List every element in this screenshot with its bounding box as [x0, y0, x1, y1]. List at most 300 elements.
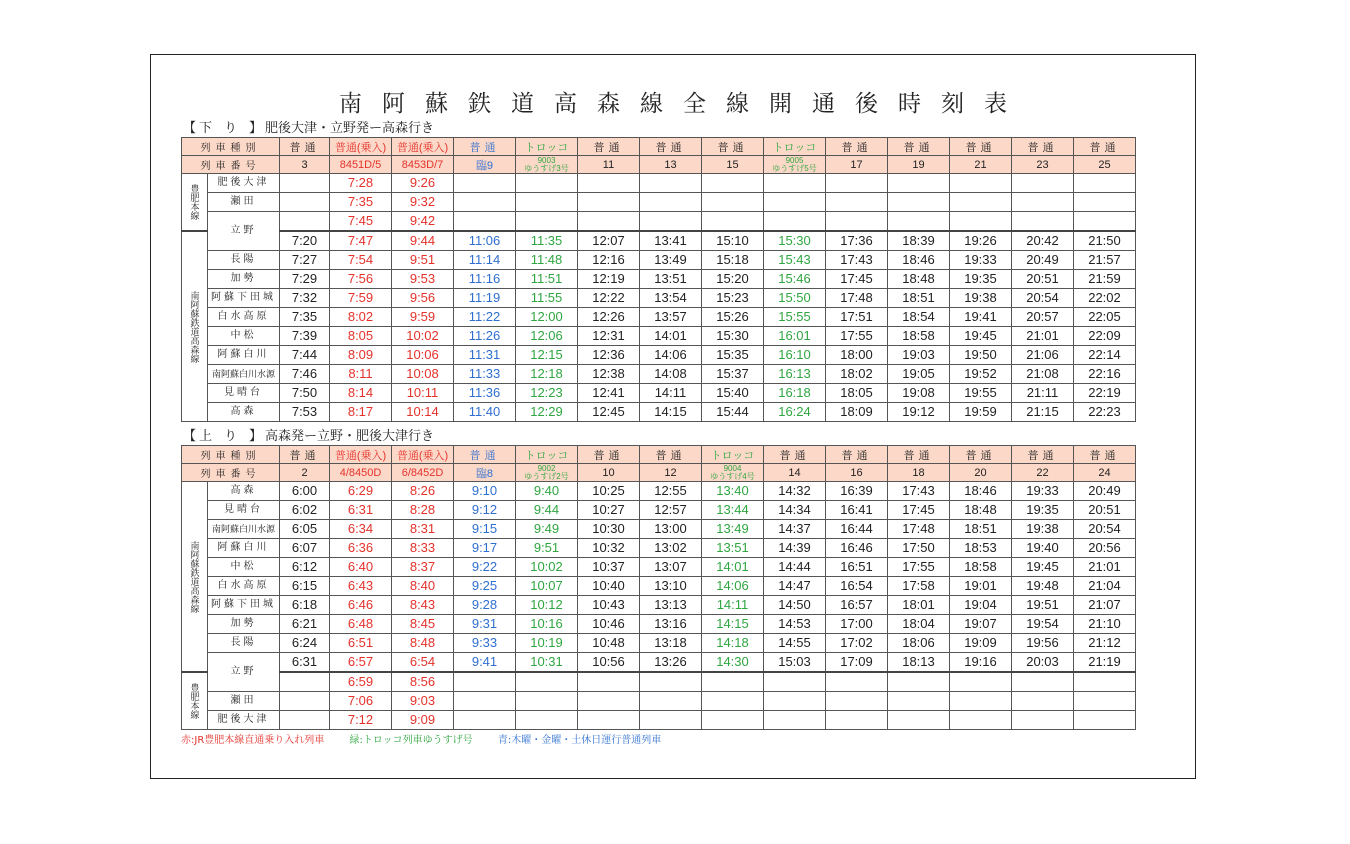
departure-time: 11:19	[454, 289, 516, 308]
train-kind: 普通	[1074, 138, 1136, 156]
departure-time: 8:14	[330, 384, 392, 403]
legend	[181, 731, 683, 746]
departure-time: 17:55	[888, 558, 950, 577]
train-number-line: ゆうすげ4号	[710, 471, 755, 481]
departure-time	[764, 672, 826, 692]
departure-time: 9:51	[516, 539, 578, 558]
departure-time: 12:26	[578, 308, 640, 327]
train-kind: 普通	[454, 138, 516, 156]
departure-time	[454, 711, 516, 730]
train-kind: 普通(乗入)	[392, 446, 454, 464]
departure-time: 19:38	[950, 289, 1012, 308]
departure-time: 20:42	[1012, 231, 1074, 251]
down-heading-close: 】	[249, 121, 266, 136]
table-row	[182, 634, 1136, 653]
departure-time: 13:40	[702, 482, 764, 501]
station-name: 中松	[208, 558, 280, 577]
station-name: 阿蘇白川	[208, 539, 280, 558]
departure-time	[826, 711, 888, 730]
departure-time: 13:18	[640, 634, 702, 653]
departure-time: 17:43	[888, 482, 950, 501]
departure-time: 9:51	[392, 251, 454, 270]
table-row	[182, 672, 1136, 692]
departure-time	[1012, 672, 1074, 692]
departure-time	[280, 193, 330, 212]
departure-time: 14:06	[640, 346, 702, 365]
table-row	[182, 520, 1136, 539]
departure-time	[640, 672, 702, 692]
train-kind: 普通	[764, 446, 826, 464]
departure-time: 22:16	[1074, 365, 1136, 384]
departure-time: 11:36	[454, 384, 516, 403]
departure-time: 16:44	[826, 520, 888, 539]
departure-time	[640, 193, 702, 212]
departure-time: 14:01	[702, 558, 764, 577]
departure-time: 10:27	[578, 501, 640, 520]
departure-time: 8:56	[392, 672, 454, 692]
departure-time: 17:45	[826, 270, 888, 289]
departure-time: 20:49	[1012, 251, 1074, 270]
departure-time	[516, 692, 578, 711]
departure-time: 6:51	[330, 634, 392, 653]
departure-time: 11:14	[454, 251, 516, 270]
train-kind: 普通	[1012, 138, 1074, 156]
departure-time: 15:46	[764, 270, 826, 289]
departure-time	[280, 711, 330, 730]
departure-time: 19:41	[950, 308, 1012, 327]
departure-time: 19:48	[1012, 577, 1074, 596]
departure-time: 6:18	[280, 596, 330, 615]
departure-time: 12:16	[578, 251, 640, 270]
departure-time: 11:40	[454, 403, 516, 422]
departure-time: 14:44	[764, 558, 826, 577]
page-title: 南阿蘇鉄道高森線全線開通後時刻表	[339, 91, 1027, 117]
station-name: 加勢	[208, 270, 280, 289]
departure-time: 21:12	[1074, 634, 1136, 653]
departure-time: 11:51	[516, 270, 578, 289]
train-number: 23	[1012, 156, 1074, 174]
timetable-frame	[150, 54, 1196, 779]
departure-time: 6:57	[330, 653, 392, 673]
departure-time: 8:02	[330, 308, 392, 327]
departure-time: 12:15	[516, 346, 578, 365]
departure-time: 9:33	[454, 634, 516, 653]
departure-time: 19:35	[1012, 501, 1074, 520]
train-number: 8453D/7	[392, 156, 454, 174]
departure-time: 14:39	[764, 539, 826, 558]
departure-time: 16:10	[764, 346, 826, 365]
departure-time	[640, 212, 702, 232]
table-row	[182, 482, 1136, 501]
train-number: 10	[578, 464, 640, 482]
train-number: 18	[888, 464, 950, 482]
departure-time: 13:51	[640, 270, 702, 289]
departure-time: 16:39	[826, 482, 888, 501]
departure-time: 19:05	[888, 365, 950, 384]
train-number: 17	[826, 156, 888, 174]
departure-time: 11:55	[516, 289, 578, 308]
train-kind: 普通	[1012, 446, 1074, 464]
departure-time: 10:12	[516, 596, 578, 615]
train-number-line: 9004	[723, 463, 742, 473]
train-number: 15	[702, 156, 764, 174]
departure-time	[888, 212, 950, 232]
departure-time	[950, 672, 1012, 692]
departure-time: 15:55	[764, 308, 826, 327]
departure-time: 9:15	[454, 520, 516, 539]
departure-time: 13:00	[640, 520, 702, 539]
table-row	[182, 501, 1136, 520]
departure-time: 15:43	[764, 251, 826, 270]
departure-time: 10:11	[392, 384, 454, 403]
departure-time: 18:04	[888, 615, 950, 634]
departure-time: 19:45	[950, 327, 1012, 346]
departure-time: 10:19	[516, 634, 578, 653]
departure-time: 12:41	[578, 384, 640, 403]
departure-time	[1074, 193, 1136, 212]
departure-time: 21:06	[1012, 346, 1074, 365]
table-row	[182, 327, 1136, 346]
departure-time: 7:06	[330, 692, 392, 711]
departure-time: 7:20	[280, 231, 330, 251]
departure-time: 12:29	[516, 403, 578, 422]
number-row	[182, 464, 1136, 482]
departure-time: 13:51	[702, 539, 764, 558]
departure-time: 7:46	[280, 365, 330, 384]
departure-time: 7:53	[280, 403, 330, 422]
departure-time: 18:46	[888, 251, 950, 270]
departure-time: 8:28	[392, 501, 454, 520]
departure-time: 19:08	[888, 384, 950, 403]
departure-time: 14:08	[640, 365, 702, 384]
departure-time: 15:10	[702, 231, 764, 251]
station-name: 立野	[208, 212, 280, 251]
departure-time: 9:25	[454, 577, 516, 596]
departure-time: 9:09	[392, 711, 454, 730]
departure-time: 14:18	[702, 634, 764, 653]
departure-time: 14:53	[764, 615, 826, 634]
departure-time: 7:44	[280, 346, 330, 365]
departure-time	[702, 212, 764, 232]
departure-time: 6:05	[280, 520, 330, 539]
table-row	[182, 653, 1136, 673]
departure-time	[1074, 672, 1136, 692]
down-heading	[183, 121, 434, 137]
departure-time: 10:07	[516, 577, 578, 596]
departure-time: 8:40	[392, 577, 454, 596]
table-row	[182, 308, 1136, 327]
table-row	[182, 346, 1136, 365]
departure-time: 7:12	[330, 711, 392, 730]
station-name: 肥後大津	[208, 711, 280, 730]
departure-time: 14:37	[764, 520, 826, 539]
train-kind: トロッコ	[516, 138, 578, 156]
departure-time	[888, 692, 950, 711]
departure-time	[702, 672, 764, 692]
departure-time	[454, 193, 516, 212]
station-name: 瀬田	[208, 193, 280, 212]
kind-label: 列車種別	[182, 138, 280, 156]
train-number: 19	[888, 156, 950, 174]
departure-time: 6:07	[280, 539, 330, 558]
legend-green: 緑:トロッコ列車ゆうすげ号	[349, 735, 473, 746]
table-row	[182, 577, 1136, 596]
departure-time: 12:00	[516, 308, 578, 327]
departure-time	[516, 711, 578, 730]
departure-time: 19:56	[1012, 634, 1074, 653]
departure-time: 12:36	[578, 346, 640, 365]
line-group-label: 豊肥本線	[182, 672, 208, 730]
departure-time: 9:44	[516, 501, 578, 520]
departure-time: 18:51	[950, 520, 1012, 539]
departure-time: 11:48	[516, 251, 578, 270]
departure-time: 19:07	[950, 615, 1012, 634]
departure-time: 12:06	[516, 327, 578, 346]
departure-time: 9:49	[516, 520, 578, 539]
table-row	[182, 193, 1136, 212]
departure-time: 7:54	[330, 251, 392, 270]
departure-time	[764, 212, 826, 232]
departure-time: 7:45	[330, 212, 392, 232]
departure-time: 13:16	[640, 615, 702, 634]
departure-time: 9:41	[454, 653, 516, 673]
departure-time: 18:06	[888, 634, 950, 653]
train-kind: 普通	[950, 138, 1012, 156]
departure-time: 14:15	[702, 615, 764, 634]
train-kind: 普通	[640, 446, 702, 464]
departure-time: 22:23	[1074, 403, 1136, 422]
departure-time: 18:48	[888, 270, 950, 289]
departure-time: 14:15	[640, 403, 702, 422]
departure-time: 17:45	[888, 501, 950, 520]
departure-time: 17:51	[826, 308, 888, 327]
departure-time	[764, 692, 826, 711]
up-heading-open: 【	[183, 429, 200, 444]
departure-time: 9:03	[392, 692, 454, 711]
departure-time: 11:22	[454, 308, 516, 327]
departure-time: 8:33	[392, 539, 454, 558]
line-group-label: 南阿蘇鉄道高森線	[182, 482, 208, 673]
station-name: 見晴台	[208, 501, 280, 520]
train-number: 8451D/5	[330, 156, 392, 174]
departure-time: 18:51	[888, 289, 950, 308]
train-kind: トロッコ	[764, 138, 826, 156]
departure-time: 19:55	[950, 384, 1012, 403]
train-kind: 普通	[1074, 446, 1136, 464]
departure-time: 17:36	[826, 231, 888, 251]
departure-time: 10:48	[578, 634, 640, 653]
departure-time: 10:56	[578, 653, 640, 673]
train-kind: トロッコ	[702, 446, 764, 464]
kind-label: 列車種別	[182, 446, 280, 464]
legend-red: 赤:JR豊肥本線直通乗り入れ列車	[181, 735, 325, 746]
table-row	[182, 558, 1136, 577]
departure-time: 20:51	[1012, 270, 1074, 289]
departure-time: 20:51	[1074, 501, 1136, 520]
train-number: 臨8	[454, 464, 516, 482]
departure-time: 9:44	[392, 231, 454, 251]
departure-time: 7:56	[330, 270, 392, 289]
departure-time: 10:02	[516, 558, 578, 577]
departure-time: 19:12	[888, 403, 950, 422]
departure-time	[888, 174, 950, 193]
departure-time: 18:13	[888, 653, 950, 673]
departure-time: 22:14	[1074, 346, 1136, 365]
departure-time: 13:41	[640, 231, 702, 251]
departure-time	[578, 672, 640, 692]
departure-time	[702, 711, 764, 730]
departure-time	[702, 174, 764, 193]
departure-time: 14:50	[764, 596, 826, 615]
departure-time: 18:00	[826, 346, 888, 365]
down-timetable	[181, 137, 1136, 422]
departure-time: 19:16	[950, 653, 1012, 673]
departure-time: 12:23	[516, 384, 578, 403]
departure-time: 22:05	[1074, 308, 1136, 327]
train-kind: 普通	[454, 446, 516, 464]
departure-time	[454, 692, 516, 711]
departure-time	[826, 193, 888, 212]
up-heading	[183, 429, 434, 445]
departure-time: 19:59	[950, 403, 1012, 422]
departure-time: 8:26	[392, 482, 454, 501]
station-name: 高森	[208, 403, 280, 422]
departure-time: 6:36	[330, 539, 392, 558]
departure-time: 14:32	[764, 482, 826, 501]
train-number	[516, 156, 578, 174]
station-name: 瀬田	[208, 692, 280, 711]
number-label: 列車番号	[182, 156, 280, 174]
departure-time: 16:41	[826, 501, 888, 520]
departure-time: 7:35	[330, 193, 392, 212]
departure-time	[888, 193, 950, 212]
departure-time: 11:33	[454, 365, 516, 384]
departure-time: 20:54	[1012, 289, 1074, 308]
table-row	[182, 212, 1136, 232]
departure-time: 10:25	[578, 482, 640, 501]
departure-time	[1012, 174, 1074, 193]
departure-time: 6:24	[280, 634, 330, 653]
train-number	[702, 464, 764, 482]
train-kind: 普通	[702, 138, 764, 156]
departure-time	[640, 711, 702, 730]
departure-time: 8:11	[330, 365, 392, 384]
departure-time: 9:32	[392, 193, 454, 212]
departure-time: 20:49	[1074, 482, 1136, 501]
departure-time: 10:31	[516, 653, 578, 673]
departure-time: 19:51	[1012, 596, 1074, 615]
departure-time: 12:57	[640, 501, 702, 520]
departure-time: 13:02	[640, 539, 702, 558]
departure-time: 11:26	[454, 327, 516, 346]
departure-time: 12:07	[578, 231, 640, 251]
station-name: 阿蘇下田城	[208, 289, 280, 308]
departure-time: 18:53	[950, 539, 1012, 558]
departure-time: 20:03	[1012, 653, 1074, 673]
down-heading-route: 肥後大津・立野発ー高森行き	[265, 121, 435, 136]
departure-time	[826, 174, 888, 193]
departure-time	[578, 692, 640, 711]
train-number-line: 9002	[537, 463, 556, 473]
departure-time	[578, 193, 640, 212]
departure-time: 6:02	[280, 501, 330, 520]
departure-time: 8:37	[392, 558, 454, 577]
departure-time: 12:55	[640, 482, 702, 501]
number-label: 列車番号	[182, 464, 280, 482]
line-group-label: 南阿蘇鉄道高森線	[182, 231, 208, 422]
train-kind: 普通(乗入)	[330, 138, 392, 156]
departure-time: 18:01	[888, 596, 950, 615]
departure-time: 21:08	[1012, 365, 1074, 384]
down-heading-word: 下り	[199, 121, 250, 136]
train-kind: トロッコ	[516, 446, 578, 464]
departure-time: 6:21	[280, 615, 330, 634]
departure-time	[1012, 711, 1074, 730]
table-row	[182, 270, 1136, 289]
departure-time: 17:00	[826, 615, 888, 634]
departure-time: 22:19	[1074, 384, 1136, 403]
departure-time: 21:15	[1012, 403, 1074, 422]
departure-time: 18:05	[826, 384, 888, 403]
departure-time: 13:07	[640, 558, 702, 577]
station-name: 白水高原	[208, 577, 280, 596]
departure-time: 19:33	[1012, 482, 1074, 501]
departure-time: 10:43	[578, 596, 640, 615]
departure-time: 9:53	[392, 270, 454, 289]
departure-time	[280, 212, 330, 232]
train-number	[764, 156, 826, 174]
station-name: 南阿蘇白川水源	[208, 365, 280, 384]
departure-time	[516, 672, 578, 692]
train-number: 2	[280, 464, 330, 482]
departure-time: 19:45	[1012, 558, 1074, 577]
departure-time: 11:35	[516, 231, 578, 251]
departure-time: 15:20	[702, 270, 764, 289]
departure-time	[950, 692, 1012, 711]
departure-time: 15:50	[764, 289, 826, 308]
departure-time: 14:55	[764, 634, 826, 653]
departure-time	[454, 672, 516, 692]
departure-time: 16:54	[826, 577, 888, 596]
departure-time	[640, 174, 702, 193]
departure-time: 9:59	[392, 308, 454, 327]
departure-time	[516, 193, 578, 212]
train-kind: 普通(乗入)	[330, 446, 392, 464]
departure-time	[764, 711, 826, 730]
departure-time: 8:31	[392, 520, 454, 539]
departure-time: 8:48	[392, 634, 454, 653]
departure-time: 21:04	[1074, 577, 1136, 596]
table-row	[182, 692, 1136, 711]
departure-time: 6:54	[392, 653, 454, 673]
departure-time: 13:10	[640, 577, 702, 596]
departure-time: 10:14	[392, 403, 454, 422]
departure-time: 6:00	[280, 482, 330, 501]
departure-time: 21:01	[1074, 558, 1136, 577]
departure-time: 13:49	[640, 251, 702, 270]
station-name: 南阿蘇白川水源	[208, 520, 280, 539]
departure-time: 8:09	[330, 346, 392, 365]
departure-time: 11:31	[454, 346, 516, 365]
departure-time	[950, 174, 1012, 193]
train-number: 21	[950, 156, 1012, 174]
departure-time: 7:39	[280, 327, 330, 346]
departure-time: 9:17	[454, 539, 516, 558]
up-heading-word: 上り	[199, 429, 250, 444]
departure-time	[578, 711, 640, 730]
departure-time: 13:13	[640, 596, 702, 615]
departure-time: 14:30	[702, 653, 764, 673]
